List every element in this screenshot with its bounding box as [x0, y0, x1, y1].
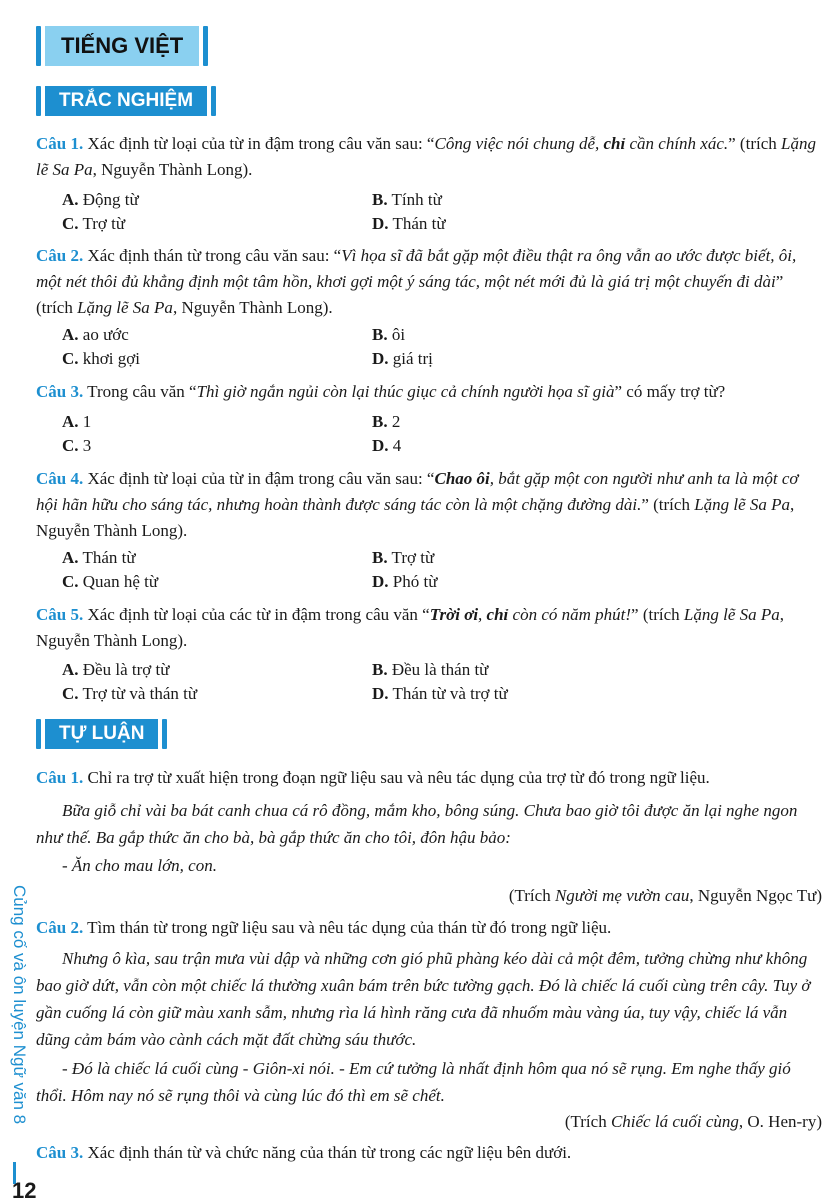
essay-question-2: Câu 2. Tìm thán từ trong ngữ liệu sau và nêu tác dụng của thán từ đó trong ngữ liệu.: [36, 918, 612, 937]
question-label: Câu 2.: [36, 246, 84, 265]
question-label: Câu 2.: [36, 918, 84, 937]
page-title: TIẾNG VIỆT: [45, 26, 199, 66]
book-title-vertical: Củng cố và ôn luyện Ngữ văn 8: [10, 885, 29, 1125]
header-banner: [36, 26, 208, 66]
essay-1-passage: Bữa giỗ chỉ vài ba bát canh chua cá rô đồng, mắm kho, bông súng. Chưa bao giờ tôi được ăn lại nghe ngon như thế. Ba gắp thức ăn cho bà, bà gắp thức ăn cho tôi, đôn hậu bảo:: [36, 801, 798, 847]
banner-bar-left: [36, 86, 41, 116]
essay-1-dialogue: - Ăn cho mau lớn, con.: [62, 856, 217, 875]
question-5-options: [62, 658, 762, 706]
option-c: C. Trợ từ và thán từ: [62, 684, 198, 703]
question-3-options: [62, 410, 762, 458]
question-5: Câu 5. Xác định từ loại của các từ in đậm trong câu văn “Trời ơi, chỉ còn có năm phút!” (trích Lặng lẽ Sa Pa, Nguyễn Thành Long).: [36, 605, 785, 650]
banner-bar-left: [36, 26, 41, 66]
essay-1-source: (Trích Người mẹ vườn cau, Nguyễn Ngọc Tư): [508, 886, 822, 905]
essay-2-dialogue: - Đó là chiếc lá cuối cùng - Giôn-xi nói. - Em cứ tưởng là nhất định hôm qua nó sẽ rụng. Em nghe thấy gió thổi. Hôm nay nó sẽ rụng thôi và cùng lúc đó thì em sẽ chết.: [36, 1059, 791, 1105]
question-label: Câu 1.: [36, 768, 84, 787]
option-b: B. Tính từ: [372, 190, 442, 209]
option-c: C. 3: [62, 436, 92, 455]
essay-2-passage: Nhưng ô kìa, sau trận mưa vùi dập và những cơn gió phũ phàng kéo dài cả một đêm, tưởng chừng như không bao giờ dứt, vẫn còn một chiếc lá thường xuân bám trên bức tường gạch. Đó là chiếc lá cuối cùng trên cây. Tuy ở gần cuống lá còn giữ màu xanh sẫm, nhưng rìa lá hình răng cưa đã nhuốm màu vàng úa, tuy vậy, chiếc lá vẫn dũng cảm bám vào cành cách mặt đất chừng sáu thước.: [36, 949, 811, 1049]
option-b: B. Đều là thán từ: [372, 660, 489, 679]
option-b: B. Trợ từ: [372, 548, 435, 567]
option-d: D. Thán từ và trợ từ: [372, 684, 508, 703]
option-c: C. Quan hệ từ: [62, 572, 159, 591]
option-c: C. Trợ từ: [62, 214, 126, 233]
option-d: D. Phó từ: [372, 572, 438, 591]
essay-question-3: Câu 3. Xác định thán từ và chức năng của thán từ trong các ngữ liệu bên dưới.: [36, 1143, 572, 1162]
essay-question-1: Câu 1. Chỉ ra trợ từ xuất hiện trong đoạn ngữ liệu sau và nêu tác dụng của trợ từ đó trong ngữ liệu.: [36, 768, 710, 787]
essay-2-source: (Trích Chiếc lá cuối cùng, O. Hen-ry): [564, 1112, 822, 1131]
option-b: B. ôi: [372, 325, 406, 344]
option-a: A. Thán từ: [62, 548, 136, 567]
section-title: TỰ LUẬN: [45, 719, 158, 749]
banner-bar-right: [203, 26, 208, 66]
option-c: C. khơi gợi: [62, 349, 140, 368]
option-d: D. Thán từ: [372, 214, 446, 233]
section-title: TRẮC NGHIỆM: [45, 86, 207, 116]
question-2-options: [62, 323, 762, 371]
question-label: Câu 3.: [36, 1143, 84, 1162]
question-label: Câu 5.: [36, 605, 84, 624]
question-label: Câu 3.: [36, 382, 84, 401]
banner-bar-right: [211, 86, 216, 116]
question-3: Câu 3. Trong câu văn “Thì giờ ngắn ngủi còn lại thúc giục cả chính người họa sĩ già” có mấy trợ từ?: [36, 382, 726, 401]
question-4: Câu 4. Xác định từ loại của từ in đậm trong câu văn sau: “Chao ôi, bắt gặp một con người như anh ta là một cơ hội hãn hữu cho sáng tác, nhưng hoàn thành được sáng tác còn là một chặng đường dài.” (trích Lặng lẽ Sa Pa, Nguyễn Thành Long).: [36, 469, 799, 540]
question-1: Câu 1. Xác định từ loại của từ in đậm trong câu văn sau: “Công việc nói chung dễ, chỉ cần chính xác.” (trích Lặng lẽ Sa Pa, Nguyễn Thành Long).: [36, 134, 816, 179]
option-d: D. giá trị: [372, 349, 433, 368]
banner-bar-left: [36, 719, 41, 749]
question-2: Câu 2. Xác định thán từ trong câu văn sau: “Vì họa sĩ đã bắt gặp một điều thật ra ông vẫn ao ước được biết, ôi, một nét thôi đủ khẳng định một tâm hồn, khơi gợi một ý sáng tác, một nét mới đủ là giá trị một chuyến đi dài” (trích Lặng lẽ Sa Pa, Nguyễn Thành Long).: [36, 246, 797, 317]
question-4-options: [62, 546, 762, 594]
section-banner-multiple-choice: [36, 86, 216, 116]
option-a: A. ao ước: [62, 325, 129, 344]
page-number: 12: [12, 1178, 37, 1203]
option-d: D. 4: [372, 436, 402, 455]
question-label: Câu 4.: [36, 469, 84, 488]
option-a: A. Đều là trợ từ: [62, 660, 170, 679]
option-a: A. 1: [62, 412, 92, 431]
question-label: Câu 1.: [36, 134, 84, 153]
banner-bar-right: [162, 719, 167, 749]
option-b: B. 2: [372, 412, 401, 431]
section-banner-essay: [36, 719, 167, 749]
option-a: A. Động từ: [62, 190, 139, 209]
side-book-title: [2, 880, 28, 1180]
question-1-options: [62, 188, 762, 236]
